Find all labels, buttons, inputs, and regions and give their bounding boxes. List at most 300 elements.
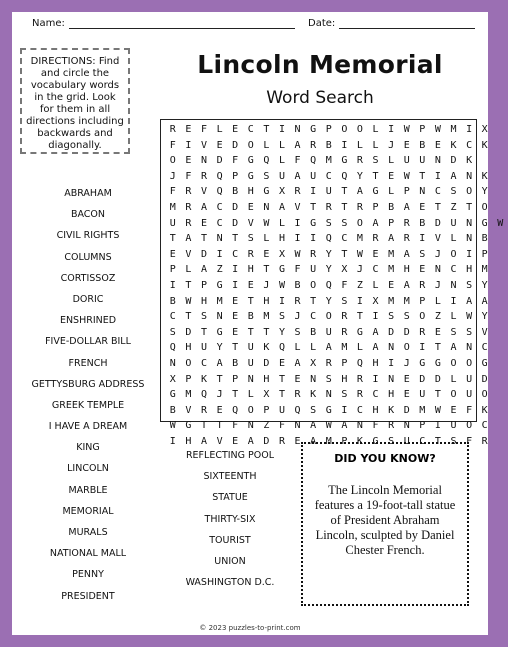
grid-letter[interactable]: D — [403, 326, 410, 338]
date-line[interactable] — [339, 28, 475, 29]
grid-letter[interactable]: E — [403, 139, 410, 151]
grid-letter[interactable]: E — [232, 311, 239, 323]
grid-letter[interactable]: E — [247, 201, 254, 213]
grid-letter[interactable]: F — [278, 420, 285, 432]
grid-letter[interactable]: O — [481, 389, 488, 401]
grid-letter[interactable]: C — [216, 201, 223, 213]
grid-letter[interactable]: J — [169, 170, 176, 182]
grid-letter[interactable]: O — [356, 217, 363, 229]
grid-letter[interactable]: R — [325, 357, 332, 369]
grid-letter[interactable]: G — [216, 279, 223, 291]
grid-letter[interactable]: M — [325, 155, 332, 167]
grid-letter[interactable]: A — [466, 295, 473, 307]
grid-letter[interactable]: W — [325, 420, 332, 432]
grid-letter[interactable]: V — [185, 404, 192, 416]
grid-letter[interactable]: I — [341, 404, 348, 416]
grid-letter[interactable]: L — [372, 124, 379, 135]
grid-letter[interactable]: N — [403, 420, 410, 432]
grid-letter[interactable]: L — [278, 217, 285, 229]
grid-letter[interactable]: N — [325, 389, 332, 401]
grid-letter[interactable]: K — [200, 373, 207, 385]
grid-letter[interactable]: I — [278, 295, 285, 307]
grid-letter[interactable]: R — [403, 233, 410, 245]
grid-letter[interactable]: E — [372, 248, 379, 260]
grid-letter[interactable]: F — [232, 420, 239, 432]
grid-letter[interactable]: E — [388, 170, 395, 182]
grid-letter[interactable]: X — [278, 248, 285, 260]
grid-letter[interactable]: C — [466, 139, 473, 151]
grid-letter[interactable]: T — [372, 170, 379, 182]
grid-letter[interactable]: Y — [481, 279, 488, 291]
grid-letter[interactable]: L — [434, 295, 441, 307]
grid-letter[interactable]: G — [356, 326, 363, 338]
grid-letter[interactable]: C — [247, 124, 254, 135]
grid-letter[interactable]: V — [185, 248, 192, 260]
grid-letter[interactable]: Z — [356, 279, 363, 291]
grid-letter[interactable]: K — [481, 170, 488, 182]
grid-letter[interactable]: P — [388, 217, 395, 229]
grid-letter[interactable]: U — [169, 217, 176, 229]
grid-letter[interactable]: P — [232, 373, 239, 385]
grid-letter[interactable]: C — [169, 311, 176, 323]
grid-letter[interactable]: Z — [434, 311, 441, 323]
grid-letter[interactable]: J — [388, 139, 395, 151]
grid-letter[interactable]: I — [388, 357, 395, 369]
grid-letter[interactable]: R — [419, 279, 426, 291]
grid-letter[interactable]: M — [388, 248, 395, 260]
grid-letter[interactable]: V — [294, 201, 301, 213]
grid-letter[interactable]: E — [294, 435, 301, 447]
grid-letter[interactable]: T — [341, 186, 348, 198]
grid-letter[interactable]: I — [185, 139, 192, 151]
grid-letter[interactable]: A — [403, 201, 410, 213]
grid-letter[interactable]: A — [200, 435, 207, 447]
grid-letter[interactable]: L — [450, 311, 457, 323]
grid-letter[interactable]: L — [372, 279, 379, 291]
grid-letter[interactable]: B — [169, 404, 176, 416]
grid-letter[interactable]: S — [466, 279, 473, 291]
grid-letter[interactable]: S — [450, 186, 457, 198]
grid-letter[interactable]: S — [388, 435, 395, 447]
grid-letter[interactable]: N — [200, 155, 207, 167]
grid-letter[interactable]: N — [388, 342, 395, 354]
grid-letter[interactable]: R — [169, 124, 176, 135]
grid-letter[interactable]: W — [497, 217, 504, 229]
grid-letter[interactable]: K — [481, 404, 488, 416]
grid-letter[interactable]: H — [185, 342, 192, 354]
grid-letter[interactable]: A — [403, 248, 410, 260]
grid-letter[interactable]: T — [278, 389, 285, 401]
grid-letter[interactable]: R — [278, 435, 285, 447]
grid-letter[interactable]: X — [372, 295, 379, 307]
grid-letter[interactable]: H — [263, 295, 270, 307]
grid-letter[interactable]: N — [419, 186, 426, 198]
grid-letter[interactable]: R — [356, 373, 363, 385]
grid-letter[interactable]: H — [372, 357, 379, 369]
grid-letter[interactable]: Y — [278, 326, 285, 338]
grid-letter[interactable]: M — [388, 295, 395, 307]
grid-letter[interactable]: G — [325, 404, 332, 416]
grid-letter[interactable]: J — [434, 279, 441, 291]
grid-letter[interactable]: P — [200, 279, 207, 291]
grid-letter[interactable]: M — [403, 295, 410, 307]
grid-letter[interactable]: C — [419, 435, 426, 447]
grid-letter[interactable]: R — [200, 170, 207, 182]
grid-letter[interactable]: X — [278, 186, 285, 198]
grid-letter[interactable]: J — [434, 248, 441, 260]
grid-letter[interactable]: E — [419, 264, 426, 276]
grid-letter[interactable]: E — [419, 201, 426, 213]
grid-letter[interactable]: S — [341, 389, 348, 401]
grid-letter[interactable]: F — [200, 124, 207, 135]
grid-letter[interactable]: T — [341, 248, 348, 260]
grid-letter[interactable]: O — [325, 311, 332, 323]
grid-letter[interactable]: T — [419, 170, 426, 182]
grid-letter[interactable]: B — [419, 139, 426, 151]
grid-letter[interactable]: T — [310, 295, 317, 307]
grid-letter[interactable]: G — [419, 357, 426, 369]
grid-letter[interactable]: D — [200, 248, 207, 260]
grid-letter[interactable]: U — [466, 373, 473, 385]
grid-letter[interactable]: G — [247, 170, 254, 182]
grid-letter[interactable]: N — [466, 233, 473, 245]
grid-letter[interactable]: P — [232, 170, 239, 182]
grid-letter[interactable]: G — [481, 217, 488, 229]
grid-letter[interactable]: Y — [325, 264, 332, 276]
grid-letter[interactable]: D — [232, 139, 239, 151]
grid-letter[interactable]: F — [341, 279, 348, 291]
grid-letter[interactable]: N — [169, 357, 176, 369]
grid-letter[interactable]: A — [310, 435, 317, 447]
grid-letter[interactable]: F — [466, 435, 473, 447]
grid-letter[interactable]: T — [466, 201, 473, 213]
grid-letter[interactable]: R — [185, 186, 192, 198]
grid-letter[interactable]: N — [247, 373, 254, 385]
grid-letter[interactable]: D — [263, 435, 270, 447]
grid-letter[interactable]: D — [481, 373, 488, 385]
grid-letter[interactable]: P — [341, 357, 348, 369]
grid-letter[interactable]: E — [450, 404, 457, 416]
grid-letter[interactable]: T — [247, 295, 254, 307]
grid-letter[interactable]: L — [185, 264, 192, 276]
grid-letter[interactable]: Z — [263, 420, 270, 432]
grid-letter[interactable]: G — [372, 435, 379, 447]
grid-letter[interactable]: T — [263, 326, 270, 338]
grid-letter[interactable]: E — [200, 217, 207, 229]
grid-letter[interactable]: L — [388, 155, 395, 167]
grid-letter[interactable]: B — [481, 233, 488, 245]
grid-letter[interactable]: L — [216, 124, 223, 135]
grid-letter[interactable]: A — [216, 357, 223, 369]
grid-letter[interactable]: U — [310, 170, 317, 182]
grid-letter[interactable]: S — [450, 326, 457, 338]
grid-letter[interactable]: R — [310, 248, 317, 260]
grid-letter[interactable]: D — [232, 201, 239, 213]
grid-letter[interactable]: A — [450, 342, 457, 354]
grid-letter[interactable]: I — [341, 139, 348, 151]
grid-letter[interactable]: L — [263, 139, 270, 151]
grid-letter[interactable]: X — [263, 389, 270, 401]
grid-letter[interactable]: E — [263, 248, 270, 260]
grid-letter[interactable]: L — [372, 139, 379, 151]
grid-letter[interactable]: Q — [200, 389, 207, 401]
grid-letter[interactable]: G — [341, 155, 348, 167]
grid-letter[interactable]: F — [169, 186, 176, 198]
grid-letter[interactable]: P — [341, 435, 348, 447]
grid-letter[interactable]: P — [185, 373, 192, 385]
grid-letter[interactable]: H — [403, 264, 410, 276]
grid-letter[interactable]: S — [403, 311, 410, 323]
grid-letter[interactable]: U — [419, 389, 426, 401]
grid-letter[interactable]: D — [419, 373, 426, 385]
grid-letter[interactable]: N — [434, 155, 441, 167]
grid-letter[interactable]: H — [388, 389, 395, 401]
grid-letter[interactable]: T — [216, 420, 223, 432]
grid-letter[interactable]: H — [200, 295, 207, 307]
grid-letter[interactable]: L — [356, 342, 363, 354]
grid-letter[interactable]: B — [247, 311, 254, 323]
grid-letter[interactable]: Q — [341, 170, 348, 182]
grid-letter[interactable]: Q — [232, 404, 239, 416]
grid-letter[interactable]: C — [310, 311, 317, 323]
grid-letter[interactable]: S — [466, 326, 473, 338]
grid-letter[interactable]: B — [419, 217, 426, 229]
grid-letter[interactable]: S — [294, 326, 301, 338]
grid-letter[interactable]: L — [278, 155, 285, 167]
grid-letter[interactable]: N — [310, 373, 317, 385]
grid-letter[interactable]: T — [434, 201, 441, 213]
grid-letter[interactable]: U — [450, 217, 457, 229]
grid-letter[interactable]: D — [403, 404, 410, 416]
grid-letter[interactable]: E — [232, 435, 239, 447]
grid-letter[interactable]: T — [232, 389, 239, 401]
grid-letter[interactable]: A — [372, 342, 379, 354]
grid-letter[interactable]: C — [356, 404, 363, 416]
grid-letter[interactable]: I — [466, 124, 473, 135]
grid-letter[interactable]: G — [481, 357, 488, 369]
grid-letter[interactable]: W — [169, 420, 176, 432]
grid-letter[interactable]: T — [232, 233, 239, 245]
grid-letter[interactable]: G — [169, 389, 176, 401]
grid-letter[interactable]: J — [403, 357, 410, 369]
grid-letter[interactable]: B — [310, 326, 317, 338]
grid-letter[interactable]: H — [247, 264, 254, 276]
grid-letter[interactable]: A — [278, 201, 285, 213]
grid-letter[interactable]: P — [325, 124, 332, 135]
grid-letter[interactable]: T — [263, 264, 270, 276]
grid-letter[interactable]: F — [294, 155, 301, 167]
grid-letter[interactable]: T — [185, 279, 192, 291]
grid-letter[interactable]: E — [247, 279, 254, 291]
grid-letter[interactable]: F — [232, 155, 239, 167]
grid-letter[interactable]: B — [232, 186, 239, 198]
grid-letter[interactable]: O — [403, 342, 410, 354]
grid-letter[interactable]: G — [434, 357, 441, 369]
grid-letter[interactable]: Q — [310, 155, 317, 167]
grid-letter[interactable]: N — [450, 279, 457, 291]
grid-letter[interactable]: T — [200, 420, 207, 432]
grid-letter[interactable]: H — [341, 373, 348, 385]
grid-letter[interactable]: M — [185, 389, 192, 401]
grid-letter[interactable]: A — [372, 217, 379, 229]
grid-letter[interactable]: I — [372, 373, 379, 385]
grid-letter[interactable]: E — [278, 357, 285, 369]
grid-letter[interactable]: S — [341, 295, 348, 307]
grid-letter[interactable]: C — [372, 264, 379, 276]
grid-letter[interactable]: R — [310, 139, 317, 151]
grid-letter[interactable]: G — [216, 326, 223, 338]
grid-letter[interactable]: K — [466, 155, 473, 167]
grid-letter[interactable]: J — [356, 264, 363, 276]
grid-letter[interactable]: O — [466, 420, 473, 432]
grid-letter[interactable]: H — [185, 435, 192, 447]
grid-letter[interactable]: L — [450, 233, 457, 245]
grid-letter[interactable]: R — [356, 201, 363, 213]
grid-letter[interactable]: N — [466, 217, 473, 229]
grid-letter[interactable]: V — [216, 435, 223, 447]
grid-letter[interactable]: Q — [325, 233, 332, 245]
grid-letter[interactable]: R — [388, 420, 395, 432]
grid-letter[interactable]: W — [185, 295, 192, 307]
grid-letter[interactable]: M — [216, 295, 223, 307]
grid-letter[interactable]: I — [294, 233, 301, 245]
grid-letter[interactable]: I — [419, 342, 426, 354]
grid-letter[interactable]: N — [263, 201, 270, 213]
grid-letter[interactable]: P — [403, 186, 410, 198]
grid-letter[interactable]: A — [388, 233, 395, 245]
grid-letter[interactable]: L — [263, 233, 270, 245]
grid-letter[interactable]: E — [169, 248, 176, 260]
grid-letter[interactable]: A — [294, 139, 301, 151]
grid-letter[interactable]: O — [450, 389, 457, 401]
grid-letter[interactable]: M — [169, 201, 176, 213]
grid-letter[interactable]: F — [466, 404, 473, 416]
grid-letter[interactable]: U — [278, 170, 285, 182]
grid-letter[interactable]: L — [247, 389, 254, 401]
grid-letter[interactable]: P — [372, 201, 379, 213]
grid-letter[interactable]: A — [450, 170, 457, 182]
grid-letter[interactable]: N — [247, 420, 254, 432]
grid-letter[interactable]: N — [466, 170, 473, 182]
grid-letter[interactable]: F — [169, 139, 176, 151]
grid-letter[interactable]: C — [481, 420, 488, 432]
grid-letter[interactable]: O — [466, 186, 473, 198]
grid-letter[interactable]: R — [341, 311, 348, 323]
grid-letter[interactable]: O — [450, 357, 457, 369]
grid-letter[interactable]: T — [185, 311, 192, 323]
grid-letter[interactable]: U — [450, 420, 457, 432]
grid-letter[interactable]: N — [216, 233, 223, 245]
grid-letter[interactable]: P — [169, 264, 176, 276]
grid-letter[interactable]: R — [294, 295, 301, 307]
grid-letter[interactable]: I — [356, 295, 363, 307]
grid-letter[interactable]: I — [434, 170, 441, 182]
grid-letter[interactable]: R — [185, 217, 192, 229]
grid-letter[interactable]: N — [466, 342, 473, 354]
grid-letter[interactable]: E — [232, 124, 239, 135]
grid-letter[interactable]: M — [341, 342, 348, 354]
grid-letter[interactable]: A — [356, 186, 363, 198]
grid-letter[interactable]: H — [278, 233, 285, 245]
grid-letter[interactable]: R — [419, 326, 426, 338]
grid-letter[interactable]: A — [372, 326, 379, 338]
grid-letter[interactable]: L — [294, 342, 301, 354]
grid-letter[interactable]: M — [481, 264, 488, 276]
grid-letter[interactable]: W — [278, 279, 285, 291]
grid-letter[interactable]: A — [310, 420, 317, 432]
grid-letter[interactable]: J — [294, 311, 301, 323]
grid-letter[interactable]: G — [310, 124, 317, 135]
grid-letter[interactable]: T — [216, 373, 223, 385]
grid-letter[interactable]: B — [388, 201, 395, 213]
grid-letter[interactable]: B — [294, 279, 301, 291]
grid-letter[interactable]: C — [450, 264, 457, 276]
grid-letter[interactable]: D — [434, 217, 441, 229]
grid-letter[interactable]: W — [434, 404, 441, 416]
grid-letter[interactable]: S — [341, 217, 348, 229]
grid-letter[interactable]: I — [310, 233, 317, 245]
grid-letter[interactable]: A — [481, 295, 488, 307]
grid-letter[interactable]: B — [169, 295, 176, 307]
grid-letter[interactable]: K — [388, 404, 395, 416]
grid-letter[interactable]: K — [310, 389, 317, 401]
grid-letter[interactable]: A — [200, 201, 207, 213]
grid-letter[interactable]: T — [247, 326, 254, 338]
grid-letter[interactable]: X — [341, 264, 348, 276]
grid-letter[interactable]: S — [388, 311, 395, 323]
grid-letter[interactable]: S — [310, 404, 317, 416]
grid-letter[interactable]: R — [325, 201, 332, 213]
grid-letter[interactable]: G — [247, 155, 254, 167]
grid-letter[interactable]: E — [216, 139, 223, 151]
grid-letter[interactable]: F — [294, 264, 301, 276]
grid-letter[interactable]: O — [185, 357, 192, 369]
grid-letter[interactable]: R — [294, 186, 301, 198]
grid-letter[interactable]: I — [310, 186, 317, 198]
grid-letter[interactable]: L — [356, 139, 363, 151]
grid-letter[interactable]: O — [356, 124, 363, 135]
grid-letter[interactable]: S — [278, 311, 285, 323]
grid-letter[interactable]: M — [263, 311, 270, 323]
grid-letter[interactable]: P — [481, 248, 488, 260]
grid-letter[interactable]: V — [247, 217, 254, 229]
grid-letter[interactable]: C — [216, 217, 223, 229]
grid-letter[interactable]: D — [450, 155, 457, 167]
grid-letter[interactable]: P — [419, 124, 426, 135]
grid-letter[interactable]: E — [216, 404, 223, 416]
grid-letter[interactable]: N — [356, 420, 363, 432]
grid-letter[interactable]: M — [356, 233, 363, 245]
grid-letter[interactable]: W — [434, 124, 441, 135]
grid-letter[interactable]: E — [388, 279, 395, 291]
grid-letter[interactable]: Y — [481, 186, 488, 198]
grid-letter[interactable]: T — [263, 124, 270, 135]
grid-letter[interactable]: U — [247, 357, 254, 369]
grid-letter[interactable]: Y — [356, 170, 363, 182]
grid-letter[interactable]: O — [481, 201, 488, 213]
grid-letter[interactable]: Q — [294, 404, 301, 416]
grid-letter[interactable]: X — [310, 357, 317, 369]
grid-letter[interactable]: L — [310, 342, 317, 354]
grid-letter[interactable]: E — [434, 326, 441, 338]
grid-letter[interactable]: S — [419, 248, 426, 260]
grid-letter[interactable]: B — [325, 139, 332, 151]
grid-letter[interactable]: Z — [216, 264, 223, 276]
grid-letter[interactable]: A — [341, 420, 348, 432]
grid-letter[interactable]: C — [434, 186, 441, 198]
grid-letter[interactable]: O — [169, 155, 176, 167]
grid-letter[interactable]: B — [232, 357, 239, 369]
